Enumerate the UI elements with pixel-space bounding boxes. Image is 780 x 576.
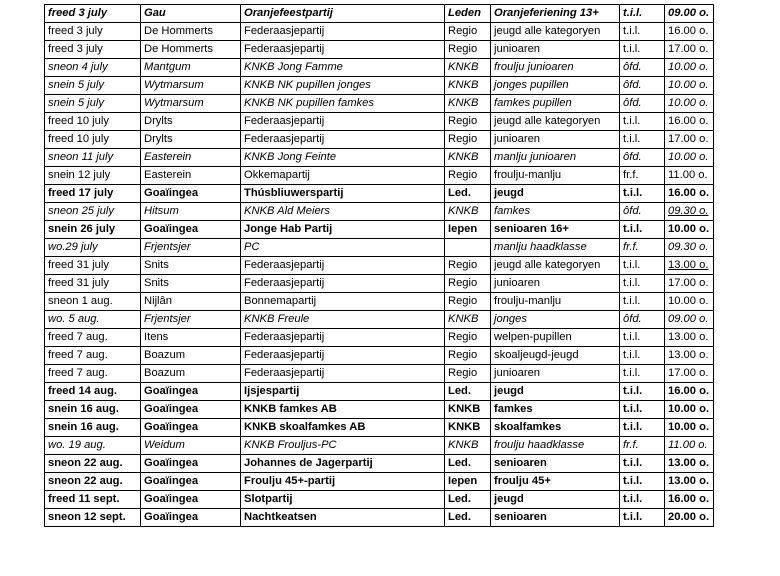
date-cell: freed 7 aug. <box>45 329 141 347</box>
place-cell: Itens <box>141 329 241 347</box>
category-cell: manlju haadklasse <box>491 239 620 257</box>
time-cell: 13.00 o. <box>665 347 714 365</box>
match-cell: Ijsjespartij <box>241 383 445 401</box>
members-cell: Regio <box>445 131 491 149</box>
members-cell: Iepen <box>445 221 491 239</box>
match-cell: KNKB Ald Meiers <box>241 203 445 221</box>
table-row <box>45 131 714 149</box>
place-cell: Wytmarsum <box>141 77 241 95</box>
date-cell: freed 31 july <box>45 257 141 275</box>
date-cell: snein 5 july <box>45 95 141 113</box>
table-row <box>45 41 714 59</box>
category-cell: famkes <box>491 401 620 419</box>
type-cell: ôfd. <box>620 203 665 221</box>
date-cell: snein 16 aug. <box>45 401 141 419</box>
match-cell: Federaasjepartij <box>241 329 445 347</box>
date-cell: sneon 4 july <box>45 59 141 77</box>
table-row <box>45 95 714 113</box>
category-cell: skoaljeugd-jeugd <box>491 347 620 365</box>
match-cell: Slotpartij <box>241 491 445 509</box>
match-cell: Thúsbliuwerspartij <box>241 185 445 203</box>
match-cell: KNKB Freule <box>241 311 445 329</box>
type-cell: t.i.l. <box>620 275 665 293</box>
time-cell: 17.00 o. <box>665 275 714 293</box>
category-cell: froulju-manlju <box>491 167 620 185</box>
category-cell: froulju junioaren <box>491 59 620 77</box>
table-row <box>45 401 714 419</box>
date-cell: freed 11 sept. <box>45 491 141 509</box>
category-cell: jonges pupillen <box>491 77 620 95</box>
table-row <box>45 221 714 239</box>
place-cell: Easterein <box>141 167 241 185</box>
members-cell: KNKB <box>445 437 491 455</box>
date-cell: wo.29 july <box>45 239 141 257</box>
category-cell: jeugd alle kategoryen <box>491 23 620 41</box>
date-cell: sneon 25 july <box>45 203 141 221</box>
table-row <box>45 167 714 185</box>
time-cell: 16.00 o. <box>665 113 714 131</box>
time-cell: 11.00 o. <box>665 167 714 185</box>
type-cell: t.i.l. <box>620 23 665 41</box>
table-row <box>45 491 714 509</box>
members-cell: Regio <box>445 329 491 347</box>
time-cell: 16.00 o. <box>665 491 714 509</box>
table-row <box>45 77 714 95</box>
type-cell: t.i.l. <box>620 257 665 275</box>
time-cell: 10.00 o. <box>665 149 714 167</box>
header-members: Leden <box>445 5 491 23</box>
time-cell: 13.00 o. <box>665 455 714 473</box>
members-cell: Regio <box>445 275 491 293</box>
type-cell: t.i.l. <box>620 419 665 437</box>
table-row <box>45 59 714 77</box>
time-cell: 09.00 o. <box>665 311 714 329</box>
time-cell: 10.00 o. <box>665 293 714 311</box>
date-cell: freed 7 aug. <box>45 347 141 365</box>
match-cell: Federaasjepartij <box>241 257 445 275</box>
place-cell: De Hommerts <box>141 41 241 59</box>
place-cell: Weidum <box>141 437 241 455</box>
match-cell: Bonnemapartij <box>241 293 445 311</box>
type-cell: t.i.l. <box>620 41 665 59</box>
category-cell: froulju-manlju <box>491 293 620 311</box>
date-cell: freed 3 july <box>45 41 141 59</box>
time-cell: 10.00 o. <box>665 95 714 113</box>
category-cell: skoalfamkes <box>491 419 620 437</box>
time-cell: 10.00 o. <box>665 59 714 77</box>
place-cell: Goaïingea <box>141 473 241 491</box>
place-cell: Frjentsjer <box>141 311 241 329</box>
type-cell: t.i.l. <box>620 473 665 491</box>
date-cell: sneon 11 july <box>45 149 141 167</box>
table-row <box>45 455 714 473</box>
header-type: t.i.l. <box>620 5 665 23</box>
time-cell: 13.00 o. <box>665 329 714 347</box>
table-row <box>45 239 714 257</box>
match-cell: Froulju 45+-partij <box>241 473 445 491</box>
members-cell: Iepen <box>445 473 491 491</box>
table-row <box>45 113 714 131</box>
type-cell: fr.f. <box>620 239 665 257</box>
category-cell: jonges <box>491 311 620 329</box>
match-cell: Federaasjepartij <box>241 41 445 59</box>
members-cell: Led. <box>445 455 491 473</box>
members-cell: KNKB <box>445 77 491 95</box>
match-cell: Jonge Hab Partij <box>241 221 445 239</box>
category-cell: junioaren <box>491 131 620 149</box>
time-cell: 16.00 o. <box>665 23 714 41</box>
members-cell: Regio <box>445 257 491 275</box>
type-cell: t.i.l. <box>620 185 665 203</box>
match-cell: Federaasjepartij <box>241 275 445 293</box>
members-cell: KNKB <box>445 59 491 77</box>
date-cell: freed 31 july <box>45 275 141 293</box>
match-cell: Nachtkeatsen <box>241 509 445 527</box>
members-cell: Regio <box>445 113 491 131</box>
table-row <box>45 311 714 329</box>
time-cell: 13.00 o. <box>665 257 714 275</box>
members-cell: Led. <box>445 383 491 401</box>
category-cell: jeugd <box>491 383 620 401</box>
table-row <box>45 347 714 365</box>
members-cell: Regio <box>445 347 491 365</box>
schedule-sheet <box>44 4 714 527</box>
place-cell: Goaïingea <box>141 491 241 509</box>
type-cell: t.i.l. <box>620 491 665 509</box>
members-cell: KNKB <box>445 311 491 329</box>
category-cell: manlju junioaren <box>491 149 620 167</box>
category-cell: junioaren <box>491 365 620 383</box>
date-cell: snein 26 july <box>45 221 141 239</box>
place-cell: Hitsum <box>141 203 241 221</box>
place-cell: Goaïingea <box>141 419 241 437</box>
header-time: 09.00 o. <box>665 5 714 23</box>
place-cell: Goaïingea <box>141 455 241 473</box>
members-cell: Regio <box>445 293 491 311</box>
date-cell: snein 16 aug. <box>45 419 141 437</box>
place-cell: Drylts <box>141 131 241 149</box>
time-cell: 10.00 o. <box>665 77 714 95</box>
time-cell: 11.00 o. <box>665 437 714 455</box>
place-cell: Wytmarsum <box>141 95 241 113</box>
members-cell: Led. <box>445 509 491 527</box>
category-cell: famkes pupillen <box>491 95 620 113</box>
place-cell: Goaïingea <box>141 401 241 419</box>
members-cell <box>445 239 491 257</box>
members-cell: Regio <box>445 41 491 59</box>
place-cell: Boazum <box>141 365 241 383</box>
header-match: Oranjefeestpartij <box>241 5 445 23</box>
match-cell: KNKB NK pupillen jonges <box>241 77 445 95</box>
time-cell: 13.00 o. <box>665 473 714 491</box>
place-cell: Goaïingea <box>141 221 241 239</box>
category-cell: senioaren <box>491 455 620 473</box>
date-cell: wo. 19 aug. <box>45 437 141 455</box>
date-cell: freed 7 aug. <box>45 365 141 383</box>
match-cell: KNKB Jong Feinte <box>241 149 445 167</box>
match-cell: KNKB famkes AB <box>241 401 445 419</box>
type-cell: ôfd. <box>620 59 665 77</box>
time-cell: 09.30 o. <box>665 203 714 221</box>
time-cell: 17.00 o. <box>665 131 714 149</box>
members-cell: Led. <box>445 491 491 509</box>
place-cell: Nijlân <box>141 293 241 311</box>
place-cell: Frjentsjer <box>141 239 241 257</box>
time-cell: 17.00 o. <box>665 41 714 59</box>
table-row <box>45 509 714 527</box>
match-cell: Federaasjepartij <box>241 131 445 149</box>
type-cell: t.i.l. <box>620 221 665 239</box>
header-row <box>45 5 714 23</box>
place-cell: Goaïingea <box>141 509 241 527</box>
time-cell: 10.00 o. <box>665 401 714 419</box>
table-row <box>45 419 714 437</box>
members-cell: KNKB <box>445 95 491 113</box>
header-date: freed 3 july <box>45 5 141 23</box>
place-cell: De Hommerts <box>141 23 241 41</box>
table-row <box>45 257 714 275</box>
table-row <box>45 365 714 383</box>
members-cell: Regio <box>445 167 491 185</box>
place-cell: Mantgum <box>141 59 241 77</box>
category-cell: senioaren 16+ <box>491 221 620 239</box>
time-cell: 20.00 o. <box>665 509 714 527</box>
date-cell: freed 10 july <box>45 131 141 149</box>
match-cell: Federaasjepartij <box>241 113 445 131</box>
place-cell: Boazum <box>141 347 241 365</box>
header-place: Gau <box>141 5 241 23</box>
time-cell: 10.00 o. <box>665 221 714 239</box>
members-cell: Led. <box>445 185 491 203</box>
time-cell: 09.30 o. <box>665 239 714 257</box>
type-cell: ôfd. <box>620 95 665 113</box>
members-cell: Regio <box>445 23 491 41</box>
date-cell: snein 5 july <box>45 77 141 95</box>
table-row <box>45 203 714 221</box>
type-cell: ôfd. <box>620 311 665 329</box>
category-cell: junioaren <box>491 275 620 293</box>
time-cell: 16.00 o. <box>665 185 714 203</box>
match-cell: Federaasjepartij <box>241 23 445 41</box>
table-row <box>45 185 714 203</box>
match-cell: KNKB skoalfamkes AB <box>241 419 445 437</box>
date-cell: wo. 5 aug. <box>45 311 141 329</box>
type-cell: t.i.l. <box>620 293 665 311</box>
table-row <box>45 329 714 347</box>
table-row <box>45 473 714 491</box>
schedule-table <box>44 4 714 527</box>
category-cell: jeugd <box>491 185 620 203</box>
table-row <box>45 383 714 401</box>
category-cell: junioaren <box>491 41 620 59</box>
place-cell: Drylts <box>141 113 241 131</box>
match-cell: KNKB Frouljus-PC <box>241 437 445 455</box>
table-row <box>45 437 714 455</box>
date-cell: sneon 1 aug. <box>45 293 141 311</box>
match-cell: Federaasjepartij <box>241 365 445 383</box>
category-cell: jeugd alle kategoryen <box>491 113 620 131</box>
date-cell: freed 3 july <box>45 23 141 41</box>
type-cell: t.i.l. <box>620 455 665 473</box>
date-cell: freed 14 aug. <box>45 383 141 401</box>
members-cell: KNKB <box>445 419 491 437</box>
members-cell: KNKB <box>445 203 491 221</box>
place-cell: Snits <box>141 257 241 275</box>
category-cell: famkes <box>491 203 620 221</box>
table-row <box>45 23 714 41</box>
category-cell: froulju haadklasse <box>491 437 620 455</box>
table-row <box>45 293 714 311</box>
place-cell: Goaïingea <box>141 383 241 401</box>
category-cell: senioaren <box>491 509 620 527</box>
match-cell: KNKB Jong Famme <box>241 59 445 77</box>
type-cell: fr.f. <box>620 437 665 455</box>
time-cell: 10.00 o. <box>665 419 714 437</box>
category-cell: jeugd <box>491 491 620 509</box>
category-cell: froulju 45+ <box>491 473 620 491</box>
type-cell: t.i.l. <box>620 131 665 149</box>
type-cell: t.i.l. <box>620 113 665 131</box>
type-cell: t.i.l. <box>620 365 665 383</box>
match-cell: Johannes de Jagerpartij <box>241 455 445 473</box>
place-cell: Goaïingea <box>141 185 241 203</box>
date-cell: freed 10 july <box>45 113 141 131</box>
match-cell: PC <box>241 239 445 257</box>
members-cell: Regio <box>445 365 491 383</box>
members-cell: KNKB <box>445 401 491 419</box>
match-cell: Federaasjepartij <box>241 347 445 365</box>
date-cell: sneon 22 aug. <box>45 455 141 473</box>
type-cell: t.i.l. <box>620 401 665 419</box>
time-cell: 17.00 o. <box>665 365 714 383</box>
header-category: Oranjeferiening 13+ <box>491 5 620 23</box>
type-cell: ôfd. <box>620 149 665 167</box>
match-cell: Okkemapartij <box>241 167 445 185</box>
table-row <box>45 275 714 293</box>
match-cell: KNKB NK pupillen famkes <box>241 95 445 113</box>
place-cell: Snits <box>141 275 241 293</box>
type-cell: ôfd. <box>620 77 665 95</box>
date-cell: sneon 22 aug. <box>45 473 141 491</box>
date-cell: snein 12 july <box>45 167 141 185</box>
type-cell: t.i.l. <box>620 347 665 365</box>
category-cell: welpen-pupillen <box>491 329 620 347</box>
type-cell: t.i.l. <box>620 509 665 527</box>
time-cell: 16.00 o. <box>665 383 714 401</box>
date-cell: sneon 12 sept. <box>45 509 141 527</box>
type-cell: t.i.l. <box>620 329 665 347</box>
category-cell: jeugd alle kategoryen <box>491 257 620 275</box>
type-cell: fr.f. <box>620 167 665 185</box>
table-row <box>45 149 714 167</box>
date-cell: freed 17 july <box>45 185 141 203</box>
place-cell: Easterein <box>141 149 241 167</box>
type-cell: t.i.l. <box>620 383 665 401</box>
members-cell: KNKB <box>445 149 491 167</box>
